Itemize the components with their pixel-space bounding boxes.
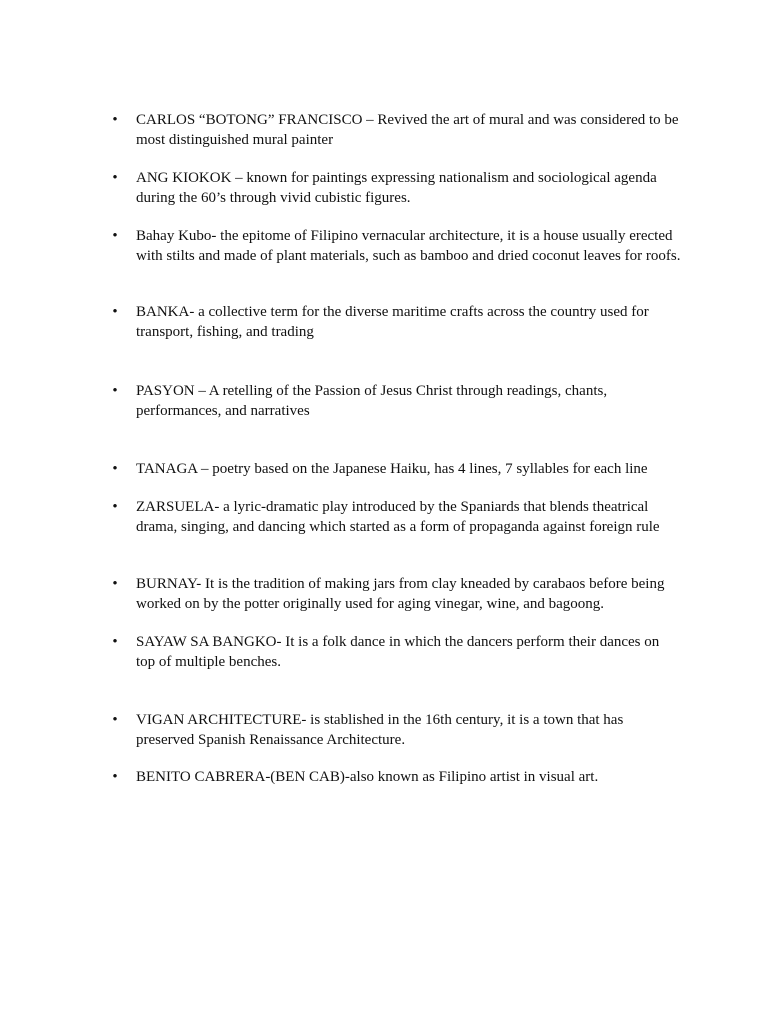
bullet-icon: • <box>112 634 118 650</box>
list-item-text: PASYON – A retelling of the Passion of Jesus Christ through readings, chants, performances, and narratives <box>136 383 608 419</box>
bullet-icon: • <box>112 228 118 244</box>
bullet-icon: • <box>112 576 118 592</box>
list-item-text: BANKA- a collective term for the diverse maritime crafts across the country used for transport, fishing, and trading <box>136 304 649 340</box>
bullet-icon: • <box>112 304 118 320</box>
list-item-text: TANAGA – poetry based on the Japanese Haiku, has 4 lines, 7 syllables for each line <box>136 461 648 477</box>
bullet-icon: • <box>112 461 118 477</box>
list-item-text: ANG KIOKOK – known for paintings expressing nationalism and sociological agenda during the 60’s through vivid cubistic figures. <box>136 170 657 206</box>
list-item-text: Bahay Kubo- the epitome of Filipino vernacular architecture, it is a house usually erected with stilts and made of plant materials, such as bamboo and dried coconut leaves for roofs. <box>136 228 681 264</box>
list-item-text: BURNAY- It is the tradition of making jars from clay kneaded by carabaos before being worked on by the potter originally used for aging vinegar, wine, and bagoong. <box>136 576 665 612</box>
bullet-icon: • <box>112 112 118 128</box>
bullet-icon: • <box>112 170 118 186</box>
bullet-icon: • <box>112 712 118 728</box>
list-item-text: VIGAN ARCHITECTURE- is stablished in the 16th century, it is a town that has preserved Spanish Renaissance Architecture. <box>136 712 624 748</box>
list-item-text: BENITO CABRERA-(BEN CAB)-also known as Filipino artist in visual art. <box>136 769 599 785</box>
list-item-text: ZARSUELA- a lyric-dramatic play introduced by the Spaniards that blends theatrical drama, singing, and dancing which started as a form of propaganda against foreign rule <box>136 499 660 535</box>
bullet-icon: • <box>112 499 118 515</box>
list-item-text: SAYAW SA BANGKO- It is a folk dance in which the dancers perform their dances on top of multiple benches. <box>136 634 660 670</box>
list-item-text: CARLOS “BOTONG” FRANCISCO – Revived the art of mural and was considered to be most distinguished mural painter <box>136 112 679 148</box>
bullet-icon: • <box>112 769 118 785</box>
bullet-icon: • <box>112 383 118 399</box>
